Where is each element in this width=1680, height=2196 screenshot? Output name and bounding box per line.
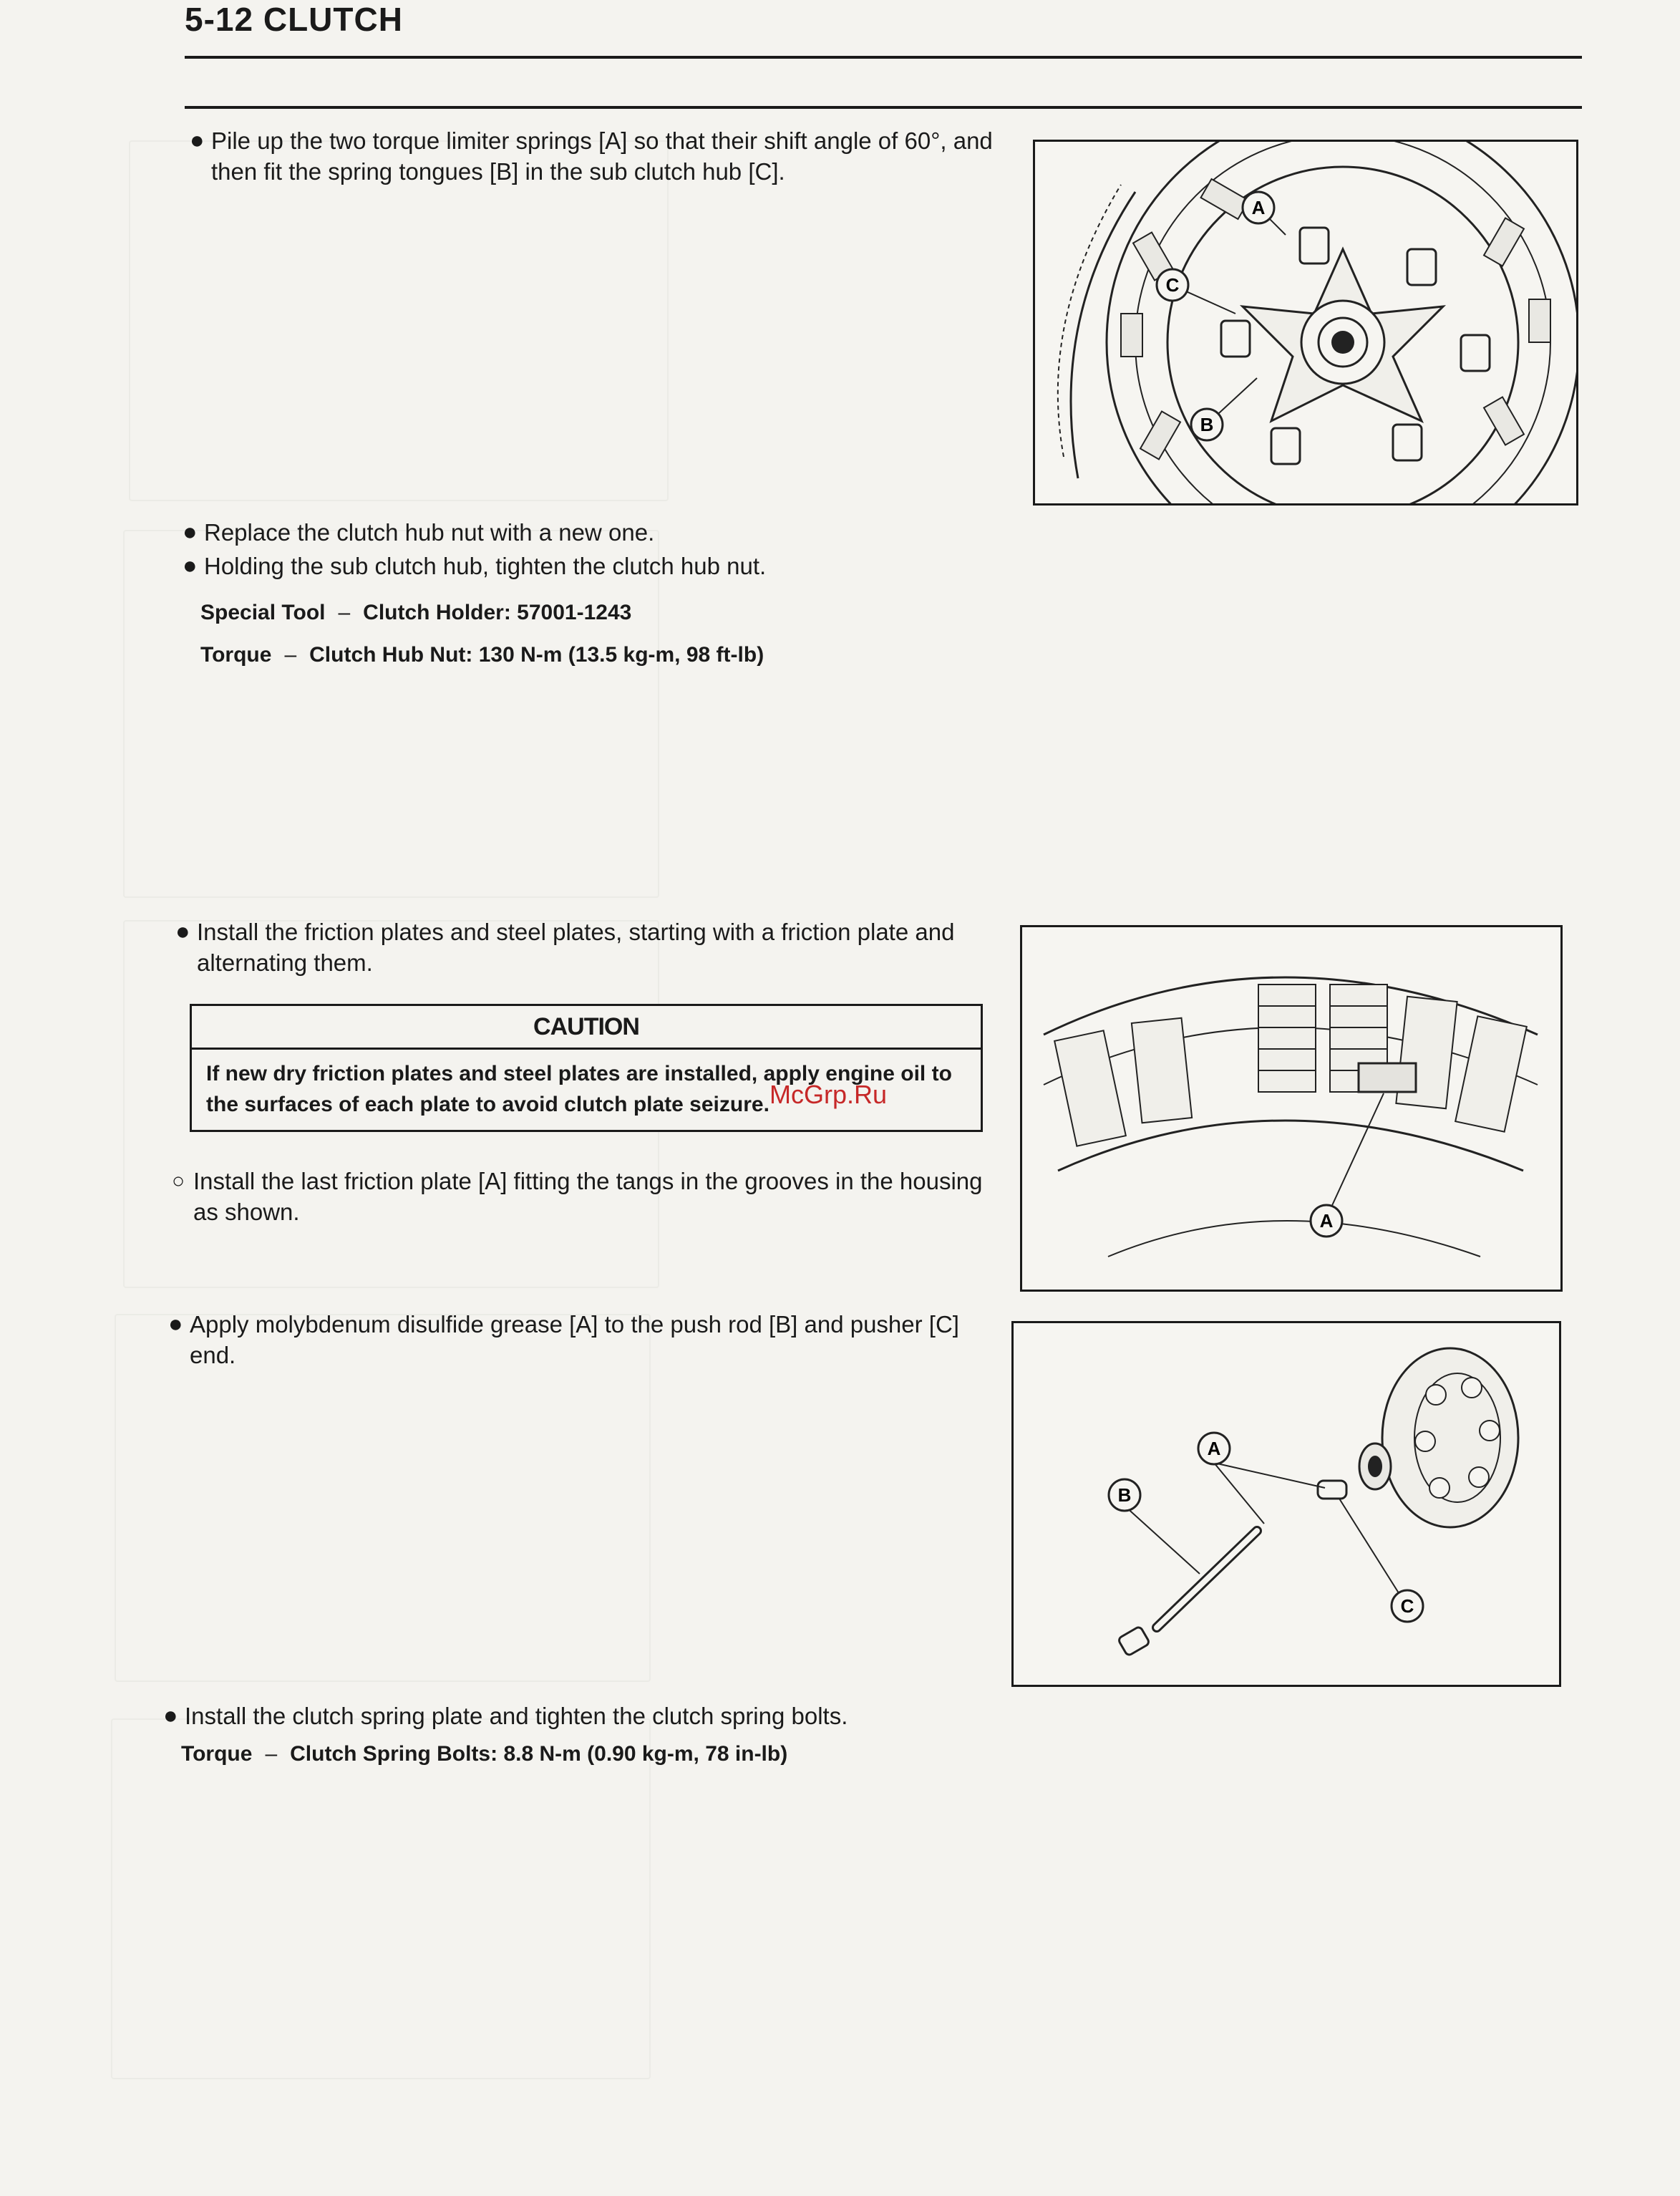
instruction-bullet	[163, 1701, 986, 1731]
instruction-text: Pile up the two torque limiter springs [A] so that their shift angle of 60°, and then fit the spring tongues [B] in the sub clutch hub [C].	[211, 127, 993, 185]
callout-c: C	[1400, 1595, 1414, 1617]
instruction-text: Replace the clutch hub nut with a new one.	[204, 519, 655, 546]
bleed-through-frame	[129, 140, 669, 501]
torque-line	[200, 639, 1006, 670]
callout-a: A	[1319, 1210, 1334, 1232]
callout-c: C	[1165, 274, 1180, 296]
caution-box	[190, 1004, 983, 1132]
page-title: 5-12 CLUTCH	[185, 1, 403, 38]
bullet-dot: ●	[168, 1310, 183, 1338]
figure-push-rod-pusher	[1011, 1321, 1561, 1687]
sub-instruction-text: Install the last friction plate [A] fitting the tangs in the grooves in the housing as shown.	[193, 1168, 983, 1225]
instruction-text: Holding the sub clutch hub, tighten the clutch hub nut.	[204, 553, 767, 579]
instruction-bullet	[168, 1309, 977, 1370]
instruction-bullet	[183, 551, 1006, 581]
torque-line	[181, 1738, 986, 1769]
push-rod-illustration	[1014, 1323, 1559, 1685]
watermark: McGrp.Ru	[769, 1080, 888, 1109]
section-friction-plates	[175, 916, 988, 978]
dash: –	[265, 1742, 278, 1766]
torque-value: Clutch Spring Bolts: 8.8 N-m (0.90 kg-m, 78 in-lb)	[290, 1742, 788, 1766]
caution-text: If new dry friction plates and steel plates are installed, apply engine oil to the surfaces of each plate to avoid clutch plate seizure.	[206, 1062, 952, 1116]
caution-title: CAUTION	[192, 1006, 981, 1050]
special-tool-label: Special Tool	[200, 601, 326, 624]
bullet-dot: ●	[175, 918, 190, 945]
dash: –	[284, 643, 297, 667]
torque-label: Torque	[181, 1742, 253, 1766]
sub-instruction-bullet	[172, 1166, 988, 1227]
housing-plates-illustration	[1022, 927, 1560, 1290]
bullet-dot: ●	[183, 552, 198, 579]
bleed-through-frame	[111, 1718, 651, 2079]
page-header	[185, 0, 1581, 43]
special-tool-line	[200, 597, 1006, 628]
dash: –	[338, 601, 351, 624]
instruction-text: Install the clutch spring plate and tighten the clutch spring bolts.	[185, 1703, 848, 1729]
section-push-rod-grease	[168, 1309, 977, 1370]
section-rule	[185, 106, 1582, 109]
section-spring-plate	[163, 1701, 986, 1769]
callout-a: A	[1207, 1438, 1221, 1459]
sub-bullet-mark: ○	[172, 1169, 185, 1193]
bullet-dot: ●	[163, 1702, 178, 1729]
section-last-friction-plate	[172, 1166, 988, 1227]
special-tool-value: Clutch Holder: 57001-1243	[363, 601, 632, 624]
instruction-text: Install the friction plates and steel plates, starting with a friction plate and alternating them.	[197, 919, 955, 976]
bullet-dot: ●	[183, 518, 198, 546]
header-rule	[185, 56, 1582, 59]
callout-b: B	[1117, 1484, 1132, 1506]
instruction-bullet	[183, 517, 1006, 548]
bullet-dot: ●	[190, 127, 205, 154]
instruction-text: Apply molybdenum disulfide grease [A] to the push rod [B] and pusher [C] end.	[190, 1311, 959, 1368]
clutch-hub-illustration	[1035, 142, 1576, 503]
figure-friction-plate-tangs	[1020, 925, 1563, 1292]
torque-label: Torque	[200, 643, 272, 667]
callout-a: A	[1251, 197, 1266, 218]
instruction-bullet	[175, 916, 988, 978]
torque-value: Clutch Hub Nut: 130 N-m (13.5 kg-m, 98 ft-lb)	[309, 643, 764, 667]
instruction-bullet	[190, 125, 1002, 187]
callout-b: B	[1200, 414, 1214, 435]
section-torque-limiter	[190, 125, 1002, 187]
section-clutch-hub-nut	[183, 517, 1006, 670]
figure-clutch-hub-springs	[1033, 140, 1578, 506]
